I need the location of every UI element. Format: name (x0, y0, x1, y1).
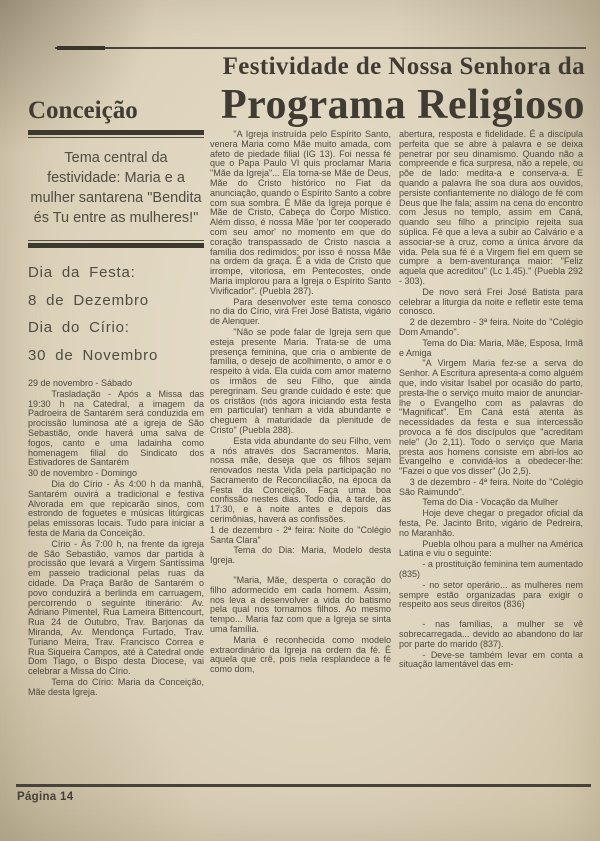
paragraph: Puebla olhou para a mulher na América Latina e viu o seguinte: (399, 538, 583, 559)
paragraph: Círio - Às 7:00 h, na frente da igreja de São Sebastião, vamos dar partida à procissão que levará a Virgem Santíssima em passeio tradicional pelas ruas da cidade. Da Praça Barão de Santarém o povo conduzirá a berlinda em carruagem, percorrendo o seguinte itinerário: Av. Adriano Pimentel, Rua Lameira Bittencourt, Rua 24 de Outubro, Trav. Barjonas da Miranda, Av. Mendonça Furtado, Trav. Turiano Meira, Trav. Francisco Correa e Rua Siqueira Campos, até à Catedral onde Dom Tiago, o Bispo desta Diocese, vai celebrar a Missa do Círio. (28, 538, 204, 677)
top-rule-nub (57, 46, 105, 50)
paragraph: - no setor operário... as mulheres nem sempre estão organizadas para exigir o respeito aos seus direitos (836) (399, 579, 583, 610)
paragraph: 3 de dezembro - 4ª feira. Noite do "Colégio São Raimundo". (399, 476, 583, 497)
paragraph: Trasladação - Após a Missa das 19:30 h na Catedral, a imagem da Padroeira de Santarém será conduzida em procissão luminosa até a igreja de São Sebastião, onde haverá uma salva de fogos, canto e uma ladainha como homenagem filial do Sindicato dos Estivadores de Santarém (28, 388, 204, 468)
paragraph: Tema do Dia - Vocação da Mulher (422, 497, 558, 508)
dates-block (28, 260, 204, 369)
title-line1: Festividade de Nossa Senhora da (222, 53, 585, 80)
paragraph: abertura, resposta e fidelidade. É a discípula perfeita que se abre à palavra e se deixa penetrar por seu dinamismo. Quando não a compreende e fica surpresa, não a repele, ou põe de lado: medita-a e conserva-a. E quando a palavra lhe soa dura aos ouvidos, persiste confiantemente no diálogo de fé com Deus que lhe fala; assim na cena do encontro com Jesus no templo, assim em Caná, quando seu filho a princípio rejeita sua súplica. Fé que a leva a subir ao Calvário e a associar-se à cruz, como a única árvore da vida. Pela sua fé é a Virgem fiel em quem se cumpre a bem-aventurança maior: "Feliz aquela que acreditou" (Lc 1.45)." (Puebla 292 - 303). (399, 129, 583, 286)
top-rule (55, 47, 586, 49)
paragraph: Dia da Festa: (28, 264, 136, 281)
paragraph: "A Igreja instruída pelo Espírito Santo, venera Maria como Mãe muito amada, com afeto de piedade filial (IG 13). Foi nessa fé que o Papa Paulo VI quis proclamar Maria "Mãe da Igreja"... Ela torna-se Mãe de Deus, Mãe do Cristo histórico no Fiat da anunciação, quando o Espírito Santo a cobre com sua sombra. É Mãe da Igreja porque é Mãe de Cristo, Cabeça do Corpo Místico. Além disso, é nossa Mãe 'por ter cooperado com seu amor' no momento em que do coração transpassado de Cristo nascia a família dos redimidos; por isso é nossa Mãe na ordem da graça. É a vida de Cristo que irrompe, vitoriosa, em Pentecostes, onde Maria implorou para a Igreja o Espírito Santo Vivificador". (Puebla 287). (210, 129, 391, 296)
paragraph: Hoje deve chegar o pregador oficial da festa, Pe. Jacinto Brito, vigário de Pedreira, no Maranhão. (399, 508, 583, 538)
paragraph: "Não se pode falar de Igreja sem que esteja presente Maria. Trata-se de uma presença feminina, que cria o ambiente de família, o desejo de acolhimento, o amor e o respeito à vida. Ela cuida com amor materno os irmãos de seu Filho, que ainda peregrinam. Seu grande cuidado é este: que os cristãos (nós agora iniciando esta festa em particular) tenham a vida abundante e cheguem à maturidade da plenitude de Cristo" (Puebla 288). (210, 326, 391, 435)
title-line2 (28, 81, 585, 129)
left-column-text (28, 379, 204, 698)
paragraph: "Maria, Mãe, desperta o coração do filho adormecido em cada homem. Assim, nos leva a desenvolver a vida do batismo pela qual nos tornamos filhos. Ao mesmo tempo... Maria faz com que a Igreja se sinta uma família. (210, 575, 391, 635)
paragraph: 30 de Novembro (28, 346, 159, 364)
column-right (399, 130, 583, 671)
paragraph: Dia do Círio: (28, 319, 130, 336)
paragraph: Tema do Dia: Maria, Mãe, Esposa, Irmã e Amiga (399, 337, 583, 358)
theme-box-bottom-bar (28, 243, 204, 248)
paragraph: Para desenvolver este tema conosco no dia do Círio, virá Frei José Batista, vigário de Alenquer. (210, 296, 391, 327)
bottom-rule (16, 784, 591, 787)
page-number: Página 14 (17, 791, 74, 803)
title-programa-religioso: Programa Religioso (221, 82, 585, 128)
title-conceicao: Conceição (28, 97, 138, 124)
paragraph: Maria é reconhecida como modelo extraordinário da Igreja na ordem da fé. É aquela que crê, pois nela resplandece a fé como dom, (210, 634, 391, 675)
page-title (28, 53, 585, 129)
paragraph: De novo será Frei José Batista para celebrar a liturgia da noite e refletir este tema conosco. (399, 286, 583, 317)
paragraph: Esta vida abundante do seu Filho, vem a nós através dos Sacramentos. Maria, nossa mãe, deseja que os filhos sejam renovados nesta Vida pela participação no Sacramento de Reconciliação, na época da Festa da Conceição. Faça uma boa confissão nestes dias. Todo dia, à tarde, às 17:30, e à noite antes e depois das cerimônias, haverá as confissões. (210, 435, 391, 525)
column-left (28, 130, 204, 699)
paragraph: - a prostituição feminina tem aumentado (835) (399, 559, 583, 580)
paragraph: 1 de dezembro - 2ª feira: Noite do "Colégio Santa Clara" (210, 524, 391, 545)
paragraph: 8 de Dezembro (28, 291, 149, 309)
theme-text: Tema central da festividade: Maria e a mulher santarena "Bendita és Tu entre as mulheres!" (30, 150, 202, 226)
theme-box-top-bar (28, 130, 204, 135)
paragraph: - nas famílias, a mulher se vê sobrecarregada... devido ao abandono do lar por parte do marido (837). (399, 619, 583, 649)
paragraph: 30 de novembro - Domingo (28, 468, 138, 479)
paragraph: 2 de dezembro - 3ª feira. Noite do "Colégio Dom Amando". (399, 317, 583, 337)
paragraph: Tema do Círio: Maria da Conceição, Mãe desta Igreja. (28, 676, 204, 697)
paragraph: "A Virgem Maria fez-se a serva do Senhor. A Escritura apresenta-a como alguém que, indo visitar Isabel por ocasião do parto, presta-lhe o serviço muito maior de anunciar-lhe o Evangelho com as palavras do "Magnificat". Em Caná está atenta às necessidades da festa e sua intercessão provoca a fé dos discípulos que "acreditam nele" (Jo 2,11). Todo o serviço que Maria presta aos homens consiste em abri-los ao Evangelho e convidá-los a obedecer-lhe: "Fazei o que vos disser" (Jo 2,5). (399, 358, 583, 477)
paragraph: Dia do Círio - Às 4:00 h da manhã, Santarém ouvirá a tradicional e festiva Alvorada em que repicarão sinos, com estrondo de foguetes e músicas litúrgicas pelas emissoras locais. Tudo para iniciar a festa de Maria da Conceição. (28, 478, 204, 538)
paragraph: Tema do Dia: Maria, Modelo desta Igreja. (210, 545, 391, 566)
paragraph: 29 de novembro - Sábado (28, 378, 133, 388)
column-middle (210, 130, 391, 676)
theme-box-bottom-line (28, 240, 204, 241)
theme-box (28, 130, 204, 248)
paragraph: - Deve-se também levar em conta a situação lamentável das em- (399, 649, 583, 670)
